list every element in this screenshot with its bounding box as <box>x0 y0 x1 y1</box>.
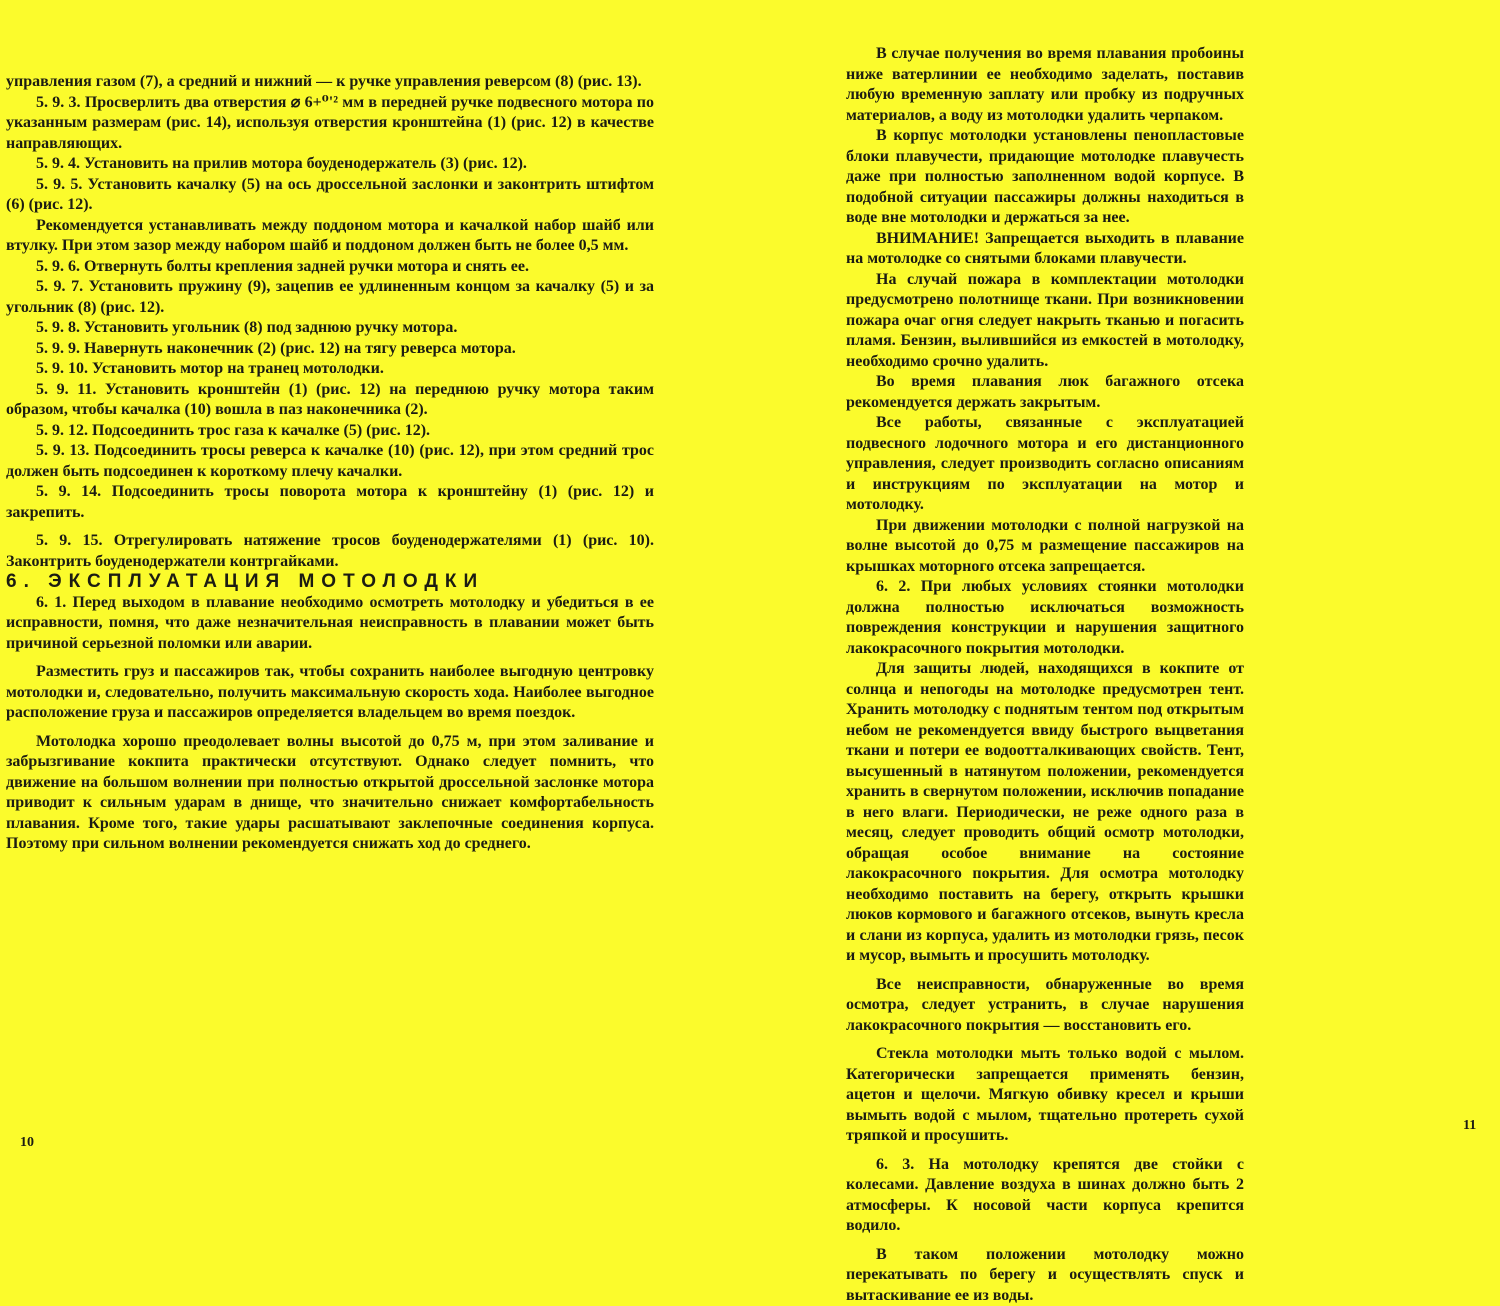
paragraph: 6. 2. При любых условиях стоянки мотолодки должна полностью исключаться возможность повреждения конструкции и нарушения защитного лакокрасочного покрытия мотолодки. <box>846 577 1244 659</box>
paragraph: 5. 9. 15. Отрегулировать натяжение тросов боуденодержателями (1) (рис. 10). Законтрить боуденодержатели контргайками. <box>6 531 654 572</box>
page-number: 10 <box>20 1135 34 1151</box>
right-text-column <box>846 44 1244 1306</box>
paragraph: При движении мотолодки с полной нагрузкой на волне высотой до 0,75 м размещение пассажиров на крышках моторного отсека запрещается. <box>846 516 1244 578</box>
paragraph: 5. 9. 14. Подсоединить тросы поворота мотора к кронштейну (1) (рис. 12) и закрепить. <box>6 482 654 523</box>
paragraph: 5. 9. 8. Установить угольник (8) под заднюю ручку мотора. <box>6 318 654 339</box>
paragraph: Все неисправности, обнаруженные во время осмотра, следует устранить, в случае нарушения лакокрасочного покрытия — восстановить его. <box>846 975 1244 1037</box>
paragraph: 5. 9. 5. Установить качалку (5) на ось дроссельной заслонки и законтрить штифтом (6) (рис. 12). <box>6 175 654 216</box>
warning-paragraph: ВНИМАНИЕ! Запрещается выходить в плавание на мотолодке со снятыми блоками плавучести. <box>846 229 1244 270</box>
paragraph: Рекомендуется устанавливать между поддоном мотора и качалкой набор шайб или втулку. При этом зазор между набором шайб и поддоном должен быть не более 0,5 мм. <box>6 216 654 257</box>
paragraph: В таком положении мотолодку можно перекатывать по берегу и осуществлять спуск и вытаскивание ее из воды. <box>846 1245 1244 1306</box>
paragraph: 5. 9. 10. Установить мотор на транец мотолодки. <box>6 359 654 380</box>
paragraph: 5. 9. 4. Установить на прилив мотора боуденодержатель (3) (рис. 12). <box>6 154 654 175</box>
paragraph: 5. 9. 9. Навернуть наконечник (2) (рис. 12) на тягу реверса мотора. <box>6 339 654 360</box>
right-page <box>750 0 1500 1157</box>
paragraph: Для защиты людей, находящихся в кокпите от солнца и непогоды на мотолодке предусмотрен тент. Хранить мотолодку с поднятым тентом под открытым небом не рекомендуется ввиду быстрого выцветания ткани и потери ее водоотталкивающих свойств. Тент, высушенный в натянутом положении, рекомендуется хранить в свернутом положении, исключив попадание в него влаги. Периодически, не реже одного раза в месяц, следует проводить общий осмотр мотолодки, обращая особое внимание на состояние лакокрасочного покрытия. Для осмотра мотолодку необходимо поставить на берегу, открыть крышки люков кормового и багажного отсеков, вынуть кресла и слани из корпуса, удалить из мотолодки грязь, песок и мусор, вымыть и просушить мотолодку. <box>846 659 1244 967</box>
paragraph: 5. 9. 6. Отвернуть болты крепления задней ручки мотора и снять ее. <box>6 257 654 278</box>
paragraph: 5. 9. 11. Установить кронштейн (1) (рис. 12) на переднюю ручку мотора таким образом, чтобы качалка (10) вошла в паз наконечника (2). <box>6 380 654 421</box>
paragraph: В корпус мотолодки установлены пенопластовые блоки плавучести, придающие мотолодке плавучесть даже при полностью заполненном водой корпусе. В подобной ситуации пассажиры должны находиться в воде вне мотолодки и держаться за нее. <box>846 126 1244 229</box>
section-heading: 6. ЭКСПЛУАТАЦИЯ МОТОЛОДКИ <box>6 572 654 593</box>
paragraph: Разместить груз и пассажиров так, чтобы сохранить наиболее выгодную центровку мотолодки и, следовательно, получить максимальную скорость хода. Наиболее выгодное расположение груза и пассажиров определяется владельцем во время поездок. <box>6 662 654 724</box>
paragraph: 5. 9. 7. Установить пружину (9), зацепив ее удлиненным концом за качалку (5) и за угольник (8) (рис. 12). <box>6 277 654 318</box>
left-text-column <box>6 72 654 855</box>
paragraph: Во время плавания люк багажного отсека рекомендуется держать закрытым. <box>846 372 1244 413</box>
paragraph: 6. 3. На мотолодку крепятся две стойки с колесами. Давление воздуха в шинах должно быть 2 атмосферы. К носовой части корпуса крепится водило. <box>846 1155 1244 1237</box>
paragraph: 5. 9. 13. Подсоединить тросы реверса к качалке (10) (рис. 12), при этом средний трос должен быть подсоединен к короткому плечу качалки. <box>6 441 654 482</box>
paragraph: 5. 9. 12. Подсоединить трос газа к качалке (5) (рис. 12). <box>6 421 654 442</box>
paragraph: управления газом (7), а средний и нижний — к ручке управления реверсом (8) (рис. 13). <box>6 72 654 93</box>
paragraph: 5. 9. 3. Просверлить два отверстия ⌀ 6+⁰'² мм в передней ручке подвесного мотора по указанным размерам (рис. 14), используя отверстия кронштейна (1) (рис. 12) в качестве направляющих. <box>6 93 654 155</box>
paragraph: Все работы, связанные с эксплуатацией подвесного лодочного мотора и его дистанционного управления, следует производить согласно описаниям и инструкциям по эксплуатации на мотор и мотолодку. <box>846 413 1244 516</box>
page-number: 11 <box>1463 1118 1476 1134</box>
left-page <box>0 0 750 1157</box>
paragraph: В случае получения во время плавания пробоины ниже ватерлинии ее необходимо заделать, поставив любую временную заплату или пробку из подручных материалов, а воду из мотолодки удалить черпаком. <box>846 44 1244 126</box>
paragraph: Мотолодка хорошо преодолевает волны высотой до 0,75 м, при этом заливание и забрызгивание кокпита практически отсутствуют. Однако следует помнить, что движение на большом волнении при полностью открытой дроссельной заслонке мотора приводит к сильным ударам в днище, что значительно снижает комфортабельность плавания. Кроме того, такие удары расшатывают заклепочные соединения корпуса. Поэтому при сильном волнении рекомендуется снижать ход до среднего. <box>6 732 654 855</box>
paragraph: Стекла мотолодки мыть только водой с мылом. Категорически запрещается применять бензин, ацетон и щелочи. Мягкую обивку кресел и крыши вымыть водой с мылом, тщательно протереть сухой тряпкой и просушить. <box>846 1044 1244 1147</box>
paragraph: На случай пожара в комплектации мотолодки предусмотрено полотнище ткани. При возникновении пожара очаг огня следует накрыть тканью и погасить пламя. Бензин, вылившийся из емкостей в мотолодку, необходимо срочно удалить. <box>846 270 1244 373</box>
paragraph: 6. 1. Перед выходом в плавание необходимо осмотреть мотолодку и убедиться в ее исправности, помня, что даже незначительная неисправность в плавании может быть причиной серьезной поломки или аварии. <box>6 593 654 655</box>
